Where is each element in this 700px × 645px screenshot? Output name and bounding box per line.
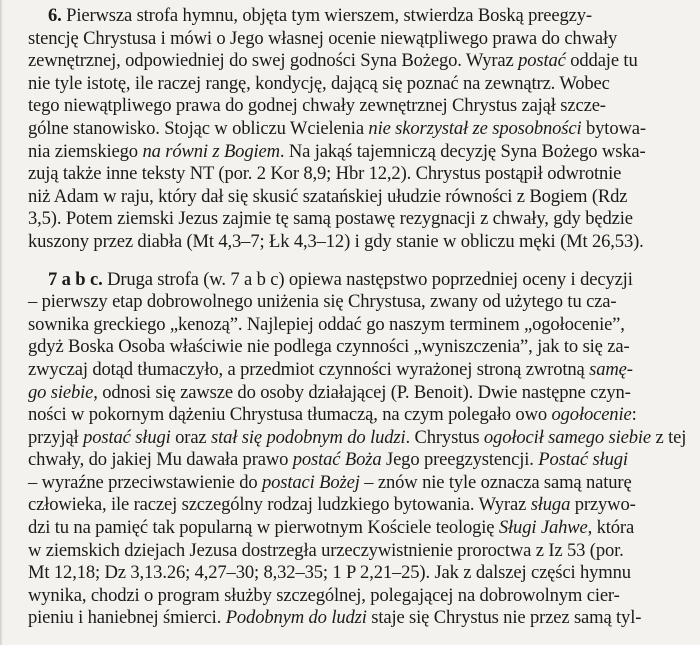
text-line: [28, 269, 684, 292]
text-run: zewnętrznej, odpowiedniej do swej godności Syna Bożego. Wyraz: [28, 50, 519, 72]
text-line: [28, 336, 684, 359]
italic-quote: postać Boża: [292, 449, 382, 471]
paragraph-p7: [28, 268, 687, 631]
text-run: Pierwsza strofa hymnu, objęta tym wierszem, stwierdza Boską preegzy-: [61, 5, 592, 26]
text-line: [28, 472, 684, 495]
text-run: Mt 12,18; Dz 3,13.26; 4,27–30; 8,32–35; 1 P 2,21–25). Jak z dalszej części hymnu: [28, 562, 631, 584]
text-run: – wyraźne przeciwstawienie do: [28, 471, 263, 493]
verse-reference: 7 a b c.: [48, 268, 103, 290]
text-line: [28, 426, 687, 450]
text-line: [28, 585, 684, 608]
text-line: [28, 95, 684, 118]
text-line: [28, 28, 684, 51]
text-line: [28, 73, 684, 96]
verse-reference: 6.: [48, 5, 62, 26]
text-run: bytowa-: [581, 117, 646, 139]
text-line: [28, 517, 684, 540]
text-run: przyjął: [28, 426, 84, 448]
italic-quote: stał się podobnym do ludzi: [211, 426, 406, 448]
text-run: sownika greckiego „kenozą”. Najlepiej oddać go naszym terminem „ogołocenie”,: [28, 313, 625, 335]
text-run: , odnosi się zawsze do osoby działającej (P. Benoit). Dwie następne czyn-: [93, 381, 631, 403]
italic-quote: postać: [518, 50, 566, 72]
text-line: [28, 540, 684, 563]
text-line: [28, 141, 684, 164]
text-run: nie tyle istotę, ile raczej rangę, kondycję, dającą się poznać na zewnątrz. Wobec: [28, 72, 610, 94]
text-run: oraz: [170, 426, 212, 448]
italic-quote: nie skorzystał ze sposobności: [368, 117, 582, 139]
text-line: [28, 382, 684, 405]
text-run: dzi tu na pamięć tak popularną w pierwotnym Kościele teologię: [28, 517, 499, 539]
italic-quote: Podobnym do ludzi: [225, 607, 367, 629]
italic-quote: samego siebie: [548, 426, 652, 448]
italic-quote: samę-: [589, 358, 633, 380]
paragraph-p6: [28, 5, 684, 254]
text-run: tego niewątpliwego prawa do godnej chwały zewnętrznej Chrystus zajął szcze-: [28, 95, 606, 117]
text-line: [28, 449, 684, 472]
text-line: [28, 314, 684, 337]
text-run: gólne stanowisko. Stojąc w obliczu Wcielenia: [28, 117, 369, 139]
text-run: :: [631, 404, 637, 426]
italic-quote: postać sługi: [83, 426, 171, 448]
text-run: w ziemskich dziejach Jezusa dostrzegła urzeczywistnienie proroctwa z Iz 53 (por.: [28, 539, 624, 561]
text-line: [28, 118, 684, 141]
text-run: . Chrystus: [405, 426, 484, 448]
text-line: [28, 231, 684, 254]
text-run: zwyczaj dotąd tłumaczyło, a przedmiot czynności wyrażonej stroną zwrotną: [28, 358, 590, 380]
text-run: kuszony przez diabła (Mt 4,3–7; Łk 4,3–12) i gdy stanie w obliczu męki (Mt 26,53).: [28, 230, 644, 252]
text-run: staje się Chrystus nie przez samą tyl-: [366, 607, 642, 629]
text-run: niż Adam w raju, który dał się skusić szatańskiej ułudzie równości z Bogiem (Rdz: [28, 185, 628, 207]
text-run: zują także inne teksty NT (por. 2 Kor 8,9; Hbr 12,2). Chrystus postąpił odwrotnie: [28, 163, 622, 185]
text-run: wynika, chodzi o program służby szczególnej, polegającej na dobrowolnym cier-: [28, 584, 620, 606]
text-line: [28, 50, 684, 73]
text-run: nia ziemskiego: [28, 140, 143, 162]
text-line: [28, 359, 684, 382]
text-line: [28, 404, 684, 427]
italic-quote: go siebie: [28, 381, 94, 403]
text-line: [28, 562, 684, 585]
text-run: oddaje tu: [565, 50, 638, 72]
text-run: Jego preegzystencji.: [381, 449, 539, 471]
text-run: chwały, do jakiej Mu dawała prawo: [28, 449, 293, 471]
italic-quote: na równi z Bogiem: [142, 140, 280, 162]
italic-quote: ogołocił: [483, 426, 544, 448]
italic-quote: Sługi Jahwe: [498, 517, 588, 539]
scan-edge-shadow: [0, 0, 3, 645]
text-line: [28, 208, 684, 231]
text-run: Druga strofa (w. 7 a b c) opiewa następstwo poprzedniej oceny i decyzji: [102, 268, 633, 290]
italic-quote: Postać sługi: [538, 449, 628, 471]
text-line: [28, 5, 684, 28]
text-line: [28, 163, 684, 186]
text-run: przywo-: [570, 494, 636, 516]
text-run: człowieka, ile raczej szczególny rodzaj ludzkiego bytowania. Wyraz: [28, 494, 531, 516]
text-run: . Na jakąś tajemniczą decyzję Syna Bożego wska-: [279, 140, 646, 162]
text-run: gdyż Boska Osoba właściwie nie podlega czynności „wyniszczenia”, jak to się za-: [28, 336, 630, 358]
text-run: , która: [587, 517, 635, 539]
text-run: z tej: [651, 426, 687, 448]
document-body: [28, 5, 687, 630]
paragraph-gap: [28, 254, 684, 269]
text-run: 3,5). Potem ziemski Jezus zajmie tę samą postawę rezygnacji z chwały, gdy będzie: [28, 208, 633, 230]
italic-quote: ogołocenie: [551, 404, 632, 426]
text-line: [28, 607, 684, 630]
text-line: [28, 291, 684, 314]
italic-quote: sługa: [530, 494, 571, 516]
text-run: stencję Chrystusa i mówi o Jego własnej ocenie niewątpliwego prawa do chwały: [28, 27, 618, 49]
text-run: ności w pokornym dążeniu Chrystusa tłumaczą, na czym polegało owo: [28, 404, 552, 426]
text-line: [28, 494, 684, 517]
italic-quote: postaci Bożej: [262, 471, 360, 493]
text-run: – pierwszy etap dobrowolnego uniżenia się Chrystusa, zwany od użytego tu cza-: [28, 291, 617, 313]
text-run: pieniu i haniebnej śmierci.: [28, 607, 226, 629]
text-run: – znów nie tyle oznacza samą naturę: [359, 471, 632, 493]
text-line: [28, 186, 684, 209]
